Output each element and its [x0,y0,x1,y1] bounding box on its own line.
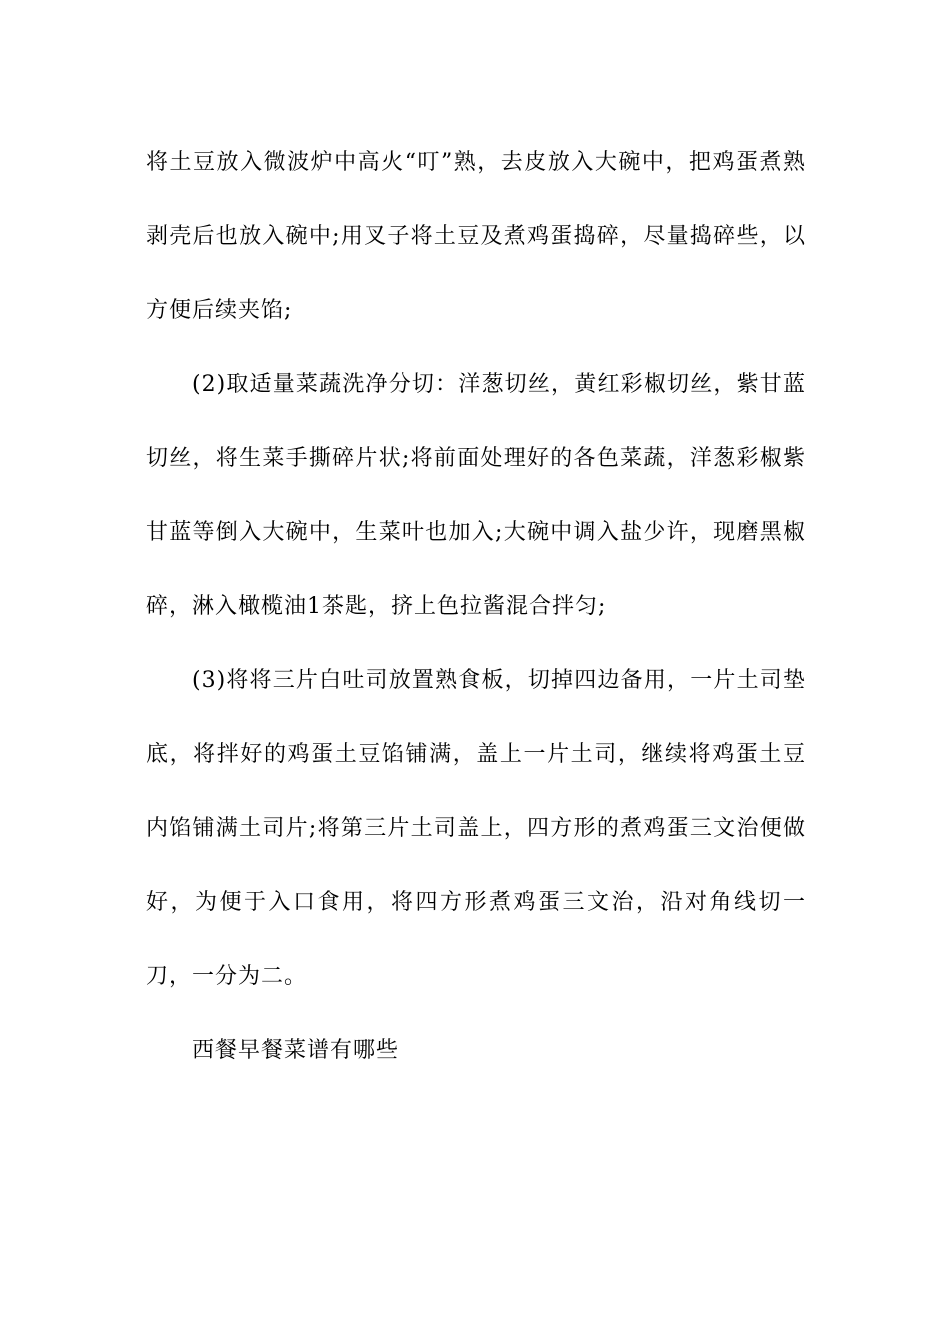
paragraph-step3: (3)将将三片白吐司放置熟食板，切掉四边备用，一片土司垫底，将拌好的鸡蛋土豆馅铺满，盖上一片土司，继续将鸡蛋土豆内馅铺满土司片;将第三片土司盖上，四方形的煮鸡蛋三文治便做好，为便于入口食用，将四方形煮鸡蛋三文治，沿对角线切一刀，一分为二。 [146,668,806,989]
paragraph-step2: (2)取适量菜蔬洗净分切：洋葱切丝，黄红彩椒切丝，紫甘蓝切丝，将生菜手撕碎片状;将前面处理好的各色菜蔬，洋葱彩椒紫甘蓝等倒入大碗中，生菜叶也加入;大碗中调入盐少许，现磨黑椒碎，淋入橄榄油1茶匙，挤上色拉酱混合拌匀; [146,372,806,619]
paragraph-step1-continuation: 将土豆放入微波炉中高火“叮”熟，去皮放入大碗中，把鸡蛋煮熟剥壳后也放入碗中;用叉子将土豆及煮鸡蛋捣碎，尽量捣碎些，以方便后续夹馅; [146,150,806,323]
section-heading: 西餐早餐菜谱有哪些 [192,1038,400,1063]
document-body [146,126,806,1088]
